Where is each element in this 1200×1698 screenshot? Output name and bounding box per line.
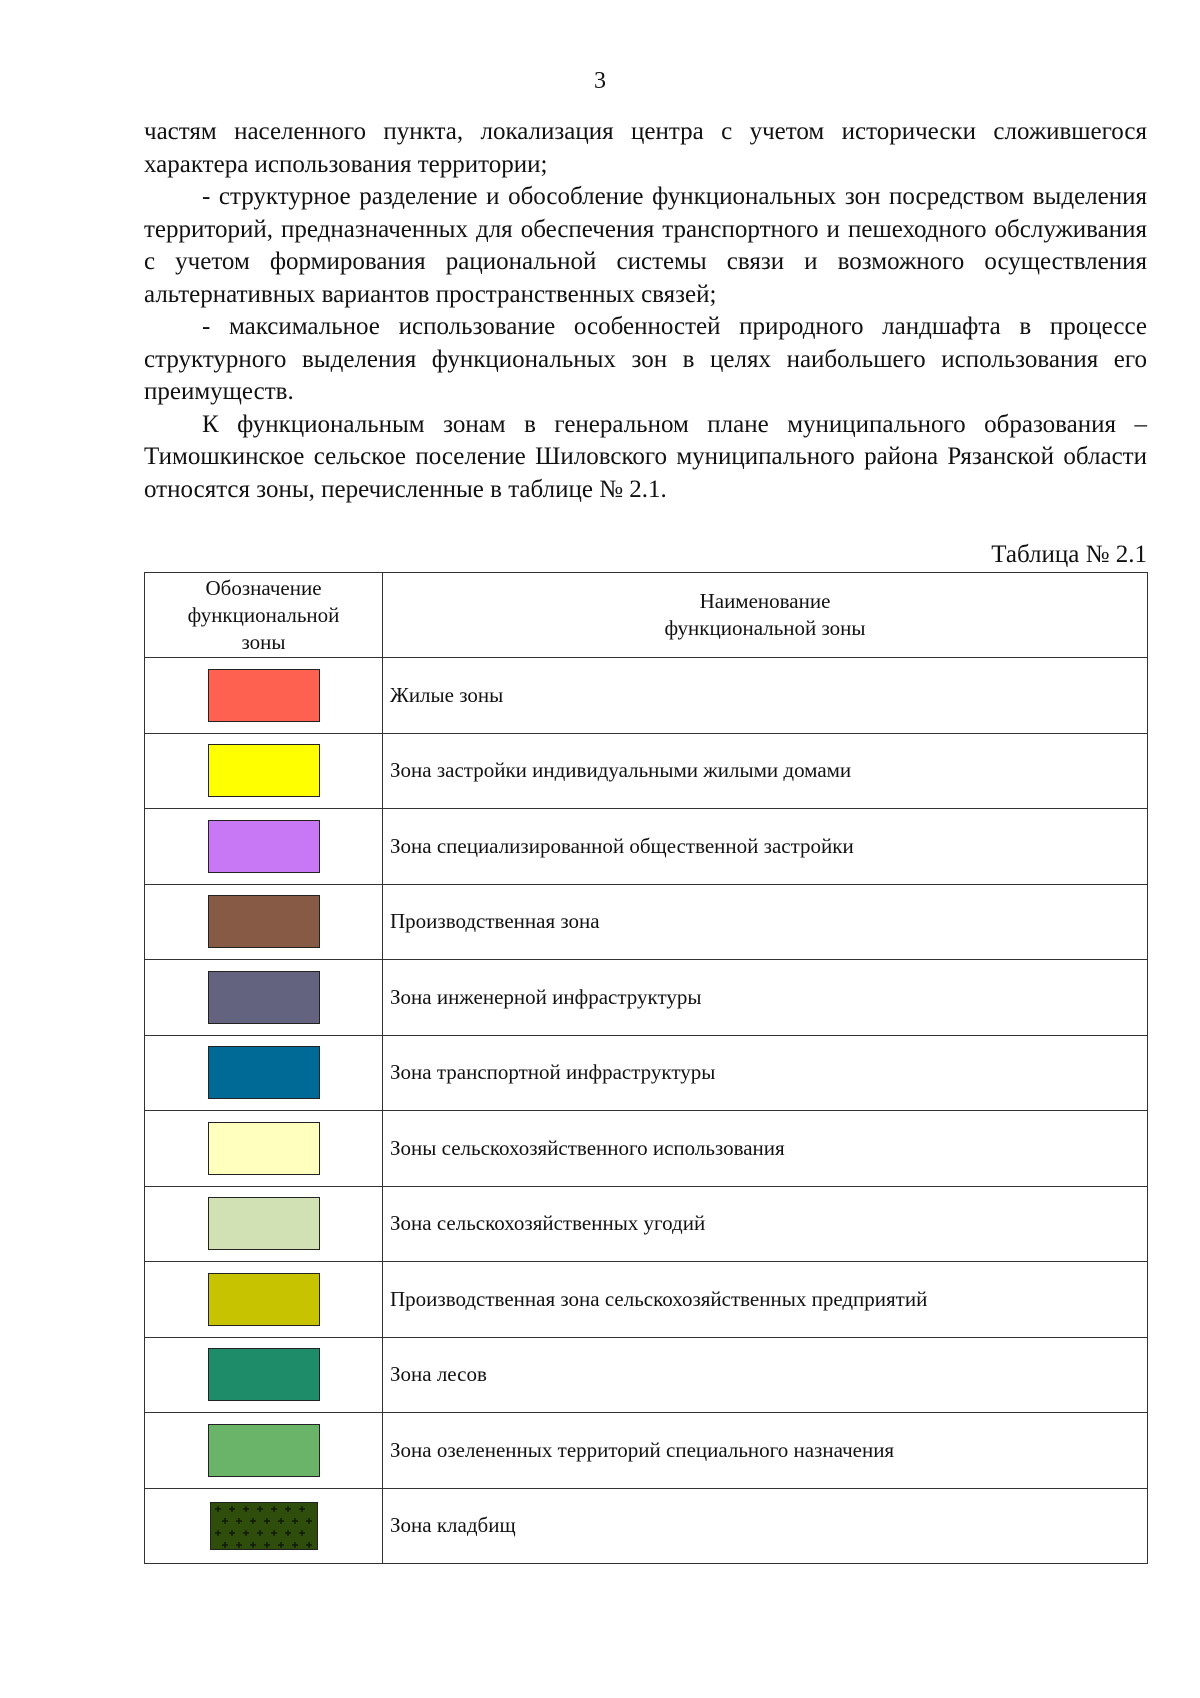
zone-color-swatch (208, 744, 320, 797)
zone-color-swatch (208, 971, 320, 1024)
table-row (145, 1186, 1148, 1262)
zone-color-swatch (208, 1424, 320, 1477)
zone-color-swatch (208, 895, 320, 948)
zone-color-swatch (210, 1502, 318, 1550)
zone-color-swatch (208, 669, 320, 722)
page-number: 3 (594, 68, 606, 94)
table-row (145, 809, 1148, 885)
header-zone-symbol (145, 573, 383, 658)
cross-pattern-icon (211, 1503, 317, 1549)
zone-color-swatch (208, 1197, 320, 1250)
zone-swatch-cell (145, 733, 383, 809)
table-row (145, 960, 1148, 1036)
zone-swatch-cell (145, 809, 383, 885)
table-row (145, 1488, 1148, 1564)
zone-name: Зоны сельскохозяйственного использования (383, 1111, 1148, 1187)
zone-color-swatch (208, 1273, 320, 1326)
table-row (145, 1337, 1148, 1413)
zone-swatch-cell (145, 1413, 383, 1489)
table-row (145, 658, 1148, 734)
zone-name: Жилые зоны (383, 658, 1148, 734)
zone-name: Зона озелененных территорий специального назначения (383, 1413, 1148, 1489)
header-zone-name (383, 573, 1148, 658)
zone-name: Зона инженерной инфраструктуры (383, 960, 1148, 1036)
header-line: зоны (241, 629, 286, 654)
header-line: функциональной (187, 602, 340, 627)
zone-swatch-cell (145, 1186, 383, 1262)
table-row (145, 884, 1148, 960)
zone-swatch-cell (145, 658, 383, 734)
header-line: функциональной зоны (664, 616, 866, 640)
zone-name: Зона кладбищ (383, 1488, 1148, 1564)
zone-name: Зона застройки индивидуальными жилыми домами (383, 733, 1148, 809)
table-row (145, 733, 1148, 809)
zone-swatch-cell (145, 1035, 383, 1111)
table-row (145, 1111, 1148, 1187)
zone-color-swatch (208, 1122, 320, 1175)
paragraph: частям населенного пункта, локализация центра с учетом исторически сложившегося характера использования территории; (144, 118, 1147, 178)
header-line: Обозначение (205, 575, 322, 600)
zone-color-swatch (208, 1348, 320, 1401)
table-row (145, 1262, 1148, 1338)
zone-color-swatch (208, 1046, 320, 1099)
zone-swatch-cell (145, 1111, 383, 1187)
zone-swatch-cell (145, 1337, 383, 1413)
zone-swatch-cell (145, 960, 383, 1036)
zone-color-swatch (208, 820, 320, 873)
zone-name: Зона транспортной инфраструктуры (383, 1035, 1148, 1111)
zone-swatch-cell (145, 884, 383, 960)
table-header-row (145, 573, 1148, 658)
table-row (145, 1413, 1148, 1489)
body-text (144, 116, 1147, 506)
zone-name: Зона специализированной общественной застройки (383, 809, 1148, 885)
table-caption: Таблица № 2.1 (991, 541, 1147, 568)
paragraph: - максимальное использование особенностей природного ландшафта в процессе структурного выделения функциональных зон в целях наибольшего использования его преимуществ. (144, 313, 1147, 405)
zone-swatch-cell (145, 1262, 383, 1338)
zone-name: Зона лесов (383, 1337, 1148, 1413)
zone-name: Производственная зона сельскохозяйственных предприятий (383, 1262, 1148, 1338)
paragraph: К функциональным зонам в генеральном плане муниципального образования – Тимошкинское сельское поселение Шиловского муниципального района Рязанской области относятся зоны, перечисленные в таблице № 2.1. (144, 410, 1147, 503)
header-line: Наименование (699, 589, 831, 613)
paragraph: - структурное разделение и обособление функциональных зон посредством выделения территорий, предназначенных для обеспечения транспортного и пешеходного обслуживания с учетом формирования рациональной системы связи и возможного осуществления альтернативных вариантов пространственных связей; (144, 183, 1147, 308)
table-row (145, 1035, 1148, 1111)
zone-name: Производственная зона (383, 884, 1148, 960)
functional-zones-table (144, 572, 1148, 1564)
zone-name: Зона сельскохозяйственных угодий (383, 1186, 1148, 1262)
zone-swatch-cell (145, 1488, 383, 1564)
